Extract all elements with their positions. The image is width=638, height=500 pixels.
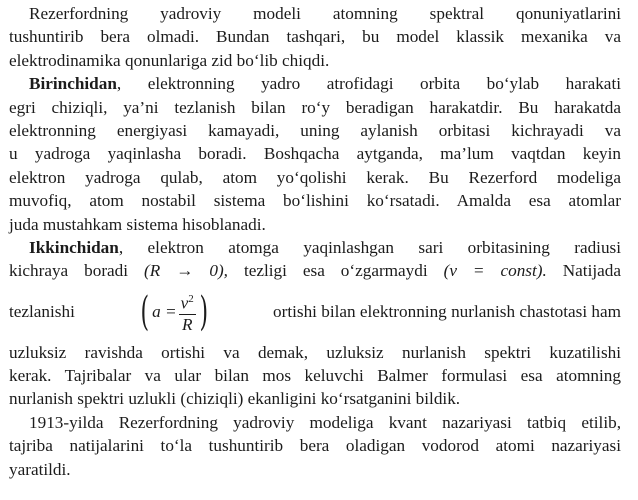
velocity-const-expression: (v = const). xyxy=(443,261,547,281)
paragraph-2-lead: Birinchidan xyxy=(29,74,117,94)
paragraph-3 xyxy=(9,236,621,411)
paragraph-2-line-3: elektronning energiyasi kamayadi, uning aylanish orbitasi kichrayadi va xyxy=(9,120,621,140)
acceleration-formula xyxy=(131,285,218,339)
paragraph-3-line-2-a: kichraya boradi xyxy=(9,261,129,281)
paragraph-3-line-5: kerak. Tajribalar va ular bilan mos keluvchi Balmer formulasi esa atomning xyxy=(9,366,621,386)
paragraph-1-line-1: Rezerfordning yadroviy modeli atomning spektral qonuniyatlarini xyxy=(29,4,621,23)
paragraph-3-line-4: uzluksiz ravishda ortishi va demak, uzluksiz nurlanish spektri kuzatilishi xyxy=(9,342,621,362)
paragraph-1-line-3: elektrodinamika qonunlariga zid bo‘lib chiqdi. xyxy=(9,50,330,70)
paragraph-1 xyxy=(9,2,621,72)
document-page xyxy=(9,2,621,481)
paragraph-2 xyxy=(9,72,621,236)
paragraph-3-lead: Ikkinchidan xyxy=(29,237,119,257)
paragraph-3-line-2 xyxy=(9,259,621,282)
paragraph-2-line-1 xyxy=(9,72,621,95)
paragraph-4 xyxy=(9,411,621,481)
paragraph-2-line-2: egri chiziqli, ya’ni tezlanish bilan ro‘y beradigan harakatdir. Bu harakatda xyxy=(9,97,621,117)
paragraph-2-line-5: elektron yadroga qulab, atom yo‘qolishi kerak. Bu Rezerford modeliga xyxy=(9,167,621,187)
formula-numerator xyxy=(179,289,196,315)
paragraph-3-line-2-c: Natijada xyxy=(562,261,621,281)
formula-numerator-var: v xyxy=(180,293,189,313)
paragraph-3-formula-line xyxy=(9,283,621,341)
right-paren: ) xyxy=(199,288,208,335)
paragraph-3-line-6: nurlanish spektri uzlukli (chiziqli) ekanligini ko‘rsatganini bildik. xyxy=(9,389,461,409)
paragraph-3-line-3-b: ortishi bilan elektronning nurlanish chastotasi ham xyxy=(273,301,621,321)
paragraph-3-line-1 xyxy=(9,236,621,259)
paragraph-1-line-2: tushuntirib bera olmadi. Bundan tashqari, bu model klassik mexanika va xyxy=(9,27,621,47)
formula-fraction xyxy=(179,289,196,335)
paragraph-3-line-3-a: tezlanishi xyxy=(9,301,75,321)
formula-denominator: R xyxy=(181,314,193,334)
radius-limit-expression: (R → 0), xyxy=(144,261,228,281)
paragraph-4-line-1: 1913-yilda Rezerfordning yadroviy modeliga kvant nazariyasi tatbiq etilib, xyxy=(29,412,621,432)
paragraph-4-line-2: tajriba natijalarini to‘la tushuntirib bera oladigan vodorod atomi nazariyasi xyxy=(9,436,621,456)
paragraph-2-line-1-rest: , elektronning yadro atrofidagi orbita bo‘ylab harakati xyxy=(116,74,621,94)
formula-lhs: a = xyxy=(152,301,177,321)
paragraph-2-line-4: u yadroga yaqinlasha boradi. Boshqacha aytganda, ma’lum vaqtdan keyin xyxy=(9,144,621,164)
paragraph-3-line-2-b: tezligi esa o‘zgarmaydi xyxy=(243,261,428,281)
paragraph-4-line-3: yaratildi. xyxy=(9,459,71,479)
paragraph-2-line-6: muvofiq, atom nostabil sistema bo‘lishini ko‘rsatadi. Amalda esa atomlar xyxy=(9,191,621,211)
left-paren: ( xyxy=(140,288,149,335)
formula-exponent: 2 xyxy=(188,292,194,305)
paragraph-3-line-1-rest: , elektron atomga yaqinlashgan sari orbitasining radiusi xyxy=(118,237,621,257)
paragraph-2-line-7: juda mustahkam sistema hisoblanadi. xyxy=(9,214,266,234)
